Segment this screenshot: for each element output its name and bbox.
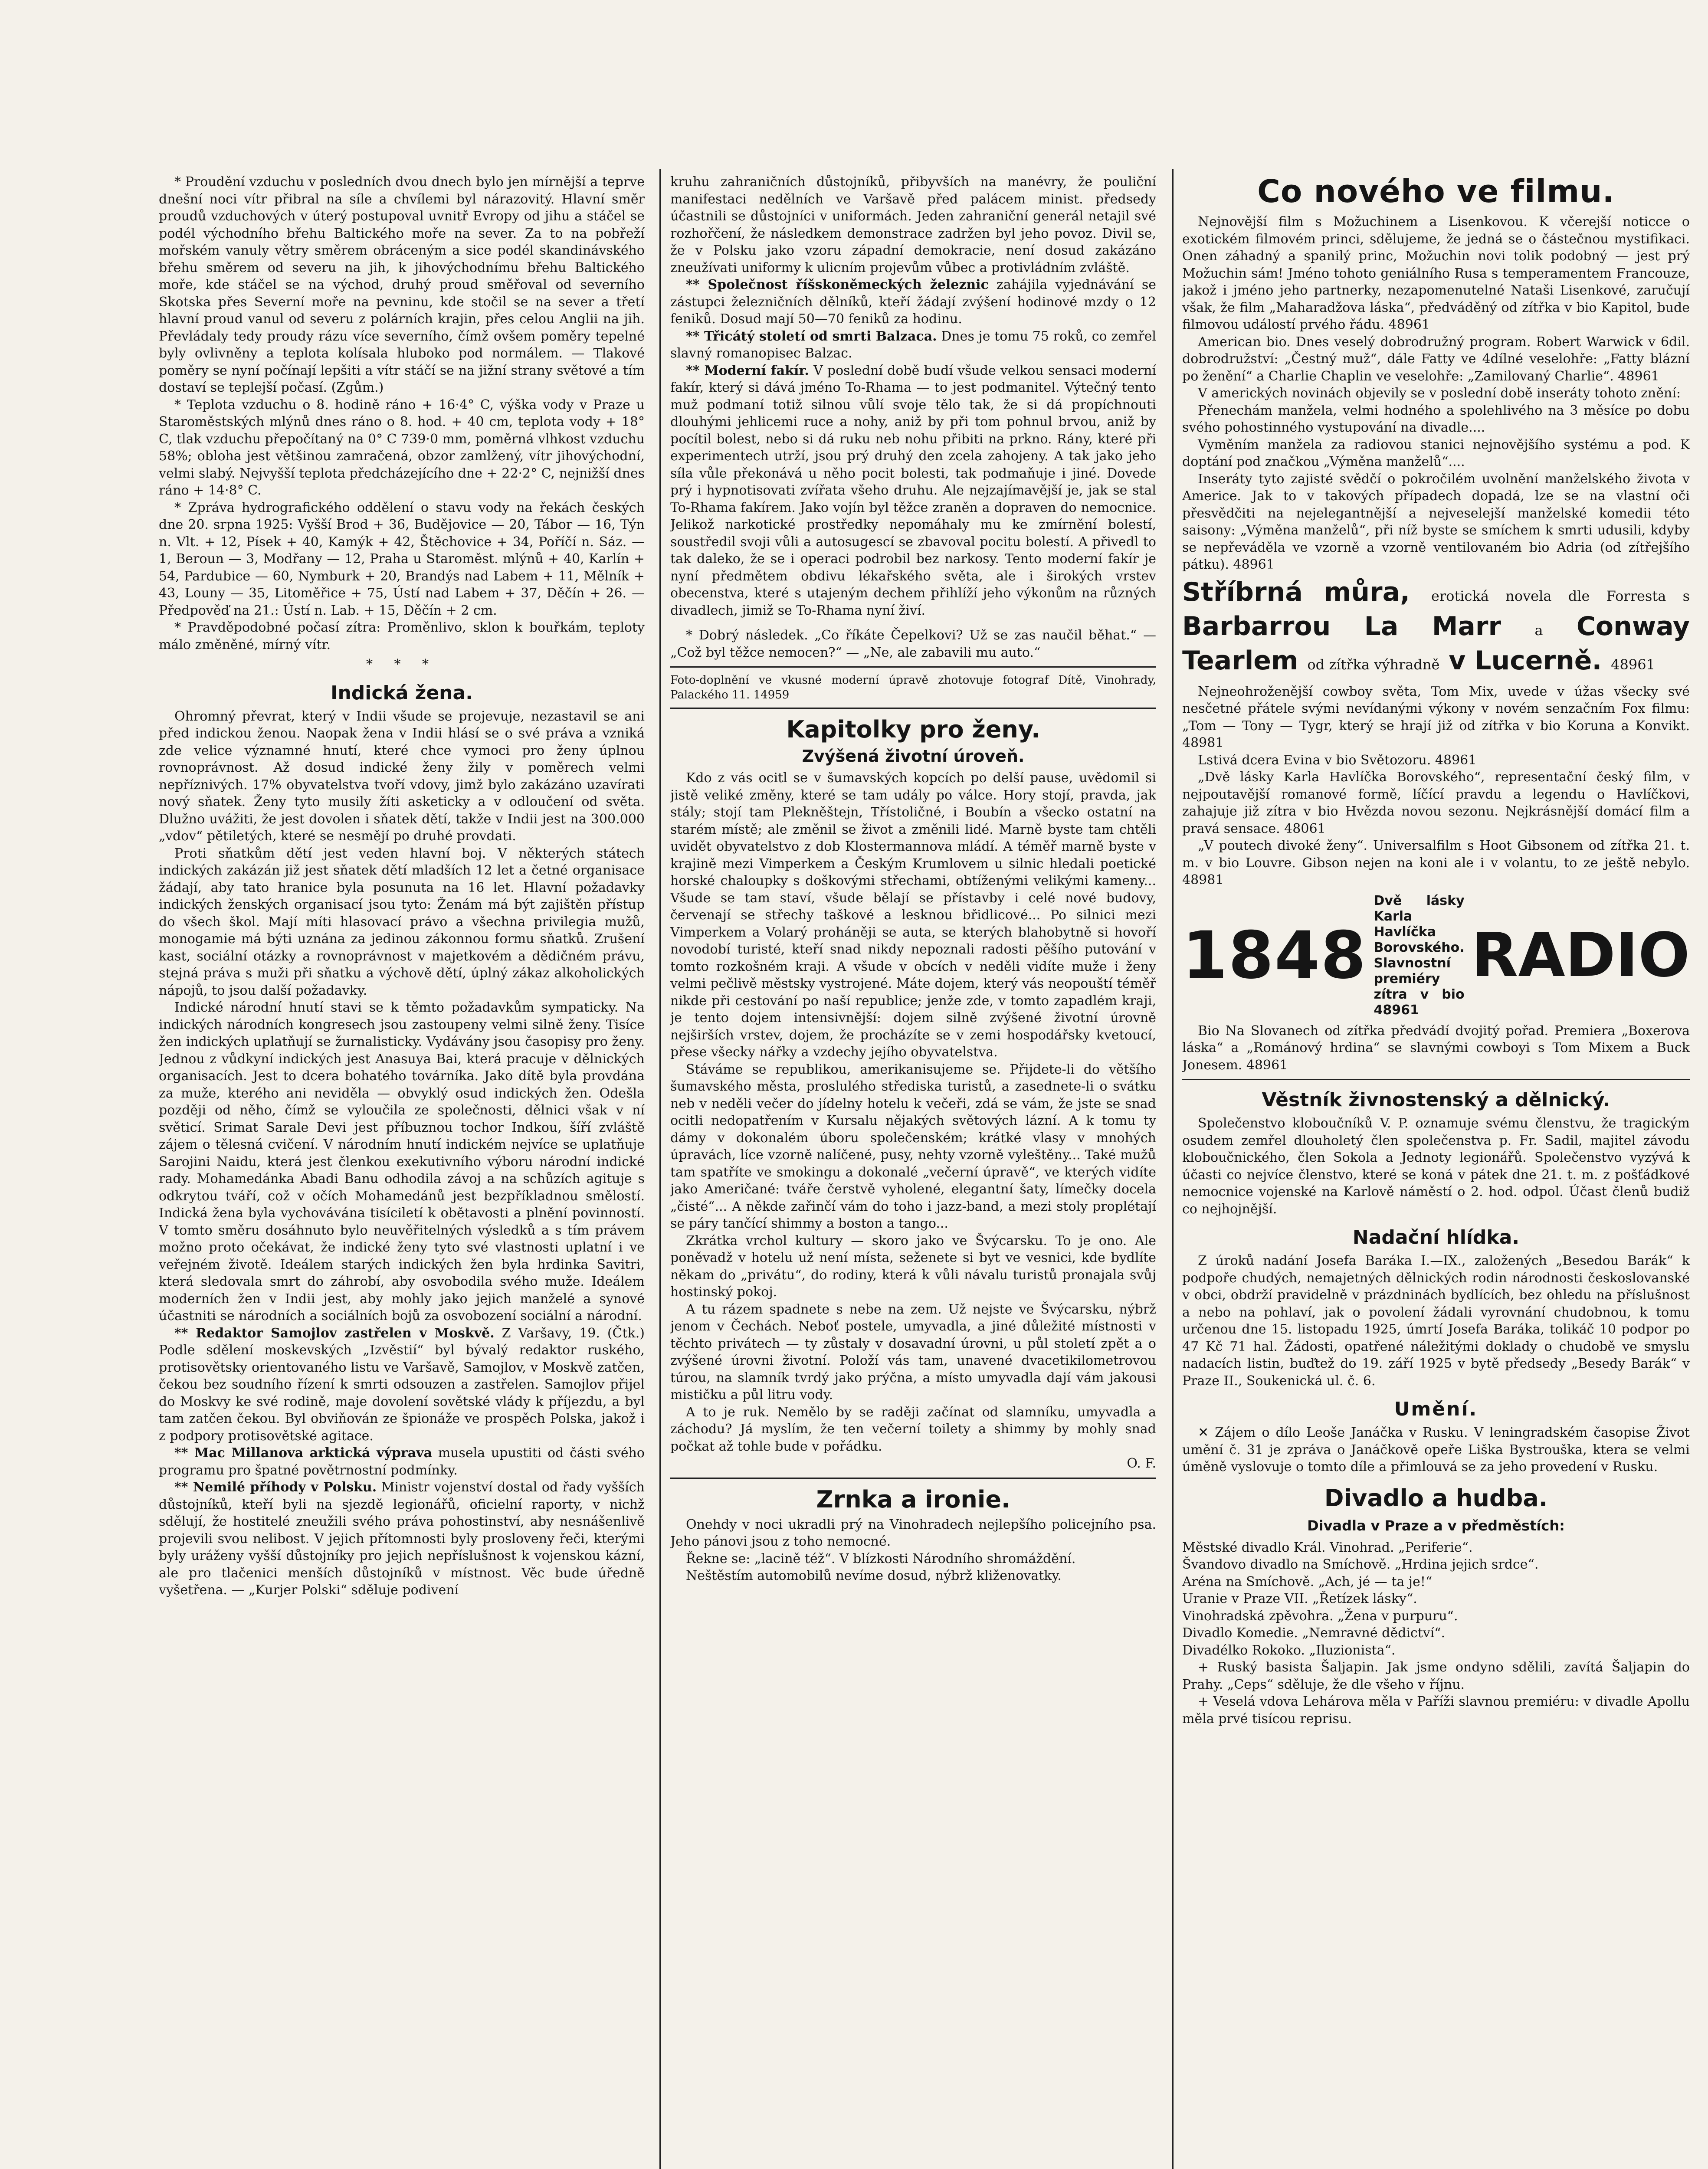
article-paragraph: Stáváme se republikou, amerikanisujeme se. Přijdete-li do většího šumavského města, proslulého střediska turistů, a zasednete-li o svátku neb v neděli večer do jídelny hotelu k večeři, zdá se vám, že jste se snad ocitli nedopatřením v Kursalu nějakých světových lázní. A k tomu ty dámy v dokonalém úboru společenském; krátké vlasy v mnohých úpravách, líce vzorně nalíčené, pusy, nehty vzorně vyleštěny... Také mužů tam spatříte ve smokingu a dokonalé „večerní úpravě“, ve kterých vidíte jako Američané: tváře čerstvě vyholené, elegantní šaty, límečky docela „čisté“... A někde zařinčí vám do toho i jazz-band, a mezi stoly proplétají se páry tančící shimmy a boston a tango...	[670, 1062, 1156, 1231]
news-title: ** Redaktor Samojlov zastřelen v Moskvě.	[174, 1325, 495, 1341]
ad-venue: v Lucerně.	[1449, 645, 1602, 676]
theatre-listing: Vinohradská zpěvohra. „Žena v purpuru“.	[1182, 1608, 1458, 1624]
theatre-news: + Veselá vdova Lehárova měla v Paříži slavnou premiéru: v divadle Apollu měla prvé tisícou reprisu.	[1182, 1694, 1690, 1727]
film-item: „V poutech divoké ženy“. Universalfilm s Hoot Gibsonem od zítřka 21. t. m. v bio Louvre. Gibson nejen na koni ale i v volantu, to ze ještě nebylo. 48981	[1182, 838, 1690, 888]
news-body: V poslední době budí všude velkou sensaci moderní fakír, který si dává jméno To-Rhama — to jest podmanitel. Výtečný tento muž podmaní totiž silnou vůlí svoje tělo tak, že si dá propíchnouti dlouhými jehlicemi ruce a nohy, aniž by při tom pohnul brvou, aniž by pocítil bolest, nebo si dá ruku neb nohu přibiti na prkno. Rány, které při experimentech utrží, jsou prý druhý den zcela zahojeny. A tak jako jeho síla vůle překonává u něho pocit bolesti, tak podmaňuje i jiné. Dovede prý i hypnotisovati zvířata všeho druhu. Ale nejzajímavější je, jak se stal To-Rhama fakírem. Jako vojín byl těžce zraněn a dopraven do nemocnice. Jelikož narkotické prostředky nepomáhaly mu ke zmírnění bolestí, soustředil svoji vůli a autosugescí se zbavoval pocitu bolestí. A přivedl to tak daleko, že se i operaci podrobil bez narkosy. Tento moderní fakír je nyní předmětem obdivu lékařského světa, ale i širokých vrstev obecenstva, které s utajeným dechem přihlíží jeho výkonům na různých divadlech, jimiž se To-Rhama nyní živí.	[670, 363, 1156, 618]
news-item-millan	[159, 1445, 645, 1479]
film-item: Inseráty tyto zajisté svědčí o pokročilém uvolnění manželského života v Americe. Jak to v takových případech dopadá, lze se na vlastní oči přesvědčiti na nejelegantnější a nejveselejší manželské komedii této saisony: „Výměna manželů“, při níž byste se smíchem k smrti udusili, kdyby se nepřeváděla ve vzorně a vzorně ventilovaném bio Adria (od zítřejšího pátku). 48961	[1182, 471, 1690, 572]
ad-premiere: Slavnostní premiéry zítra v bio	[1374, 955, 1465, 1002]
section-heading-women: Kapitolky pro ženy.	[786, 716, 1040, 743]
article-paragraph: Řekne se: „lacině též“. V blízkosti Národního shromáždění.	[686, 1551, 1076, 1566]
author-signature: O. F.	[1127, 1456, 1156, 1471]
column-middle	[670, 174, 1156, 2169]
film-item: American bio. Dnes veselý dobrodružný program. Robert Warwick v 6dil. dobrodružství: „Čestný muž“, dále Fatty ve 4dílné veselohře: „Fatty blázní po ženění“ a Charlie Chaplin ve veselohře: „Zamilovaný Charlie“. 48961	[1182, 334, 1690, 384]
film-item: Přenechám manžela, velmi hodného a spolehlivého na 3 měsíce po dobu svého pohostinného vystupování na divadle....	[1182, 403, 1690, 435]
column-rule	[1172, 169, 1174, 2169]
ad-radio: RADIO	[1471, 920, 1690, 991]
ad-text	[1374, 893, 1464, 1018]
column-rule	[659, 169, 661, 2169]
divider	[670, 1478, 1156, 1479]
ad-text: od zítřka výhradně	[1307, 656, 1440, 673]
article-paragraph: Z úroků nadání Josefa Baráka I.—IX., založených „Besedou Barák“ k podpoře chudých, nemajetných dělnických rodin národnosti českoslovanské v obci, obdrží pravidelně v prázdninách bydlících, bez ohledu na příslušnost a nebo na pohlaví, jak o povolení žádali vyrovnání chudobnou, k tomu určenou dne 15. listopadu 1925, úmrtí Josefa Baráka, tolikáč 10 podpor po 47 Kč 71 hal. Žádosti, opatřené náležitými doklady o chudobě ve smyslu nadacích listin, buďtež do 19. září 1925 v bytě předsedy „Besedy Barák“ v Praze II., Soukenická ul. č. 6.	[1182, 1253, 1690, 1389]
theatre-listing: Divadélko Rokoko. „Iluzionista“.	[1182, 1642, 1396, 1658]
weather-flow: * Proudění vzduchu v posledních dvou dnech bylo jen mírnější a teprve dnešní noci vítr přibral na síle a chvílemi byl nárazovitý. Hlavní směr proudů vzduchových v úterý postupoval uvnitř Evropy od jihu a stáčel se podél východního břehu Baltického moře na sever. Za to na pobřeží mořském vanuly větry směrem obráceným a sice podél skandinávského břehu směrem od severu na jih, k jihovýchodnímu břehu Baltického moře, kde stáčel se na východ, druhý proud směřoval od severního Skotska přes Severní moře na pevninu, kde stočil se na sever a třetí hlavní proud vanul od severu z polárních krajin, přes celou Anglii na jih. Převládaly tedy proudy rázu více severního, čímž ovšem poměry tepelné byly ovlivněny a teplota kolísala hluboko pod normálem. — Tlakové poměry se nyní počínají lepšiti a vítr stáčí se na jižní strany světové a tím dostaví se teplejší počasí. (Zgům.)	[159, 174, 645, 395]
section-heading-theatre: Divadlo a hudba.	[1324, 1484, 1548, 1512]
divider	[670, 666, 1156, 668]
article-paragraph: Kdo z vás ocitl se v šumavských kopcích po delší pause, uvědomil si jistě veliké změny, které se tam udály po válce. Hory stojí, pravda, jak stály; stojí tam Plekněštejn, Třístoličné, i Boubín a všecko ostatní na starém místě; ale změnil se život a změnili lidé. Marně byste tam chtěli uvidět obyvatelstvo z dob Klostermannova mládí. A téměř marně byste v krajině mezi Vimperkem a Českým Krumlovem u silnic hledali poetické horské chaloupky s doškovými střechami, obtíženými velikými kameny... Všude se tam staví, všude bělají se přístavby i celé nové budovy, červenají se střechy taškové a lesknou břidlicové... Po silnici mezi Vimperkem a Volarý proháněji se auta, se kterých blahobytně si hovoří novodobí turisté, kteří snad nikdy nepoznali radosti pěšího putování v tomto rozkošném kraji. A všude v obcích v neděli vidíte muže i ženy velmi pečlivě městsky vystrojené. Máte dojem, který vás neopouští téměř nikde při cestování po naší republice; jenže zde, v tomto zapadlém kraji, je tento dojem intensivnější: dojem silně zvýšené životní úrovně nejširších vrstev, dojem, že procházíte se v zemi hospodářsky kvetoucí, přese všecky nářky a vzdechy jejího obyvatelstva.	[670, 770, 1156, 1060]
article-paragraph: Indické národní hnutí stavi se k těmto požadavkům sympaticky. Na indických národních kongresech jsou zastoupeny velmi silně ženy. Tisíce žen indických uplatňují se žurnalisticky. Vydávány jsou časopisy pro ženy. Jednou z vůdkyní indických jest Anasuya Bai, která pracuje v dělnických organisacích. Jest to dcera bohatého továrníka. Jako dítě byla provdána za muže, kterého ani neviděla — obvyklý osud indických žen. Odešla později od něho, čímž se vyloučila ze společnosti, dělnici však v ní světicí. Srimat Sarale Devi jest příbuznou tochor Indkou, šíří zvláště zájem o tělesná cvičení. V národním hnutí indickém nejvíce se uplatňuje Sarojini Naidu, která jest členkou exekutivního výboru národní indické rady. Mohamedánka Abadi Banu odhodila závoj a na schůzích agituje s odkrytou tváří, což v očích Mohamedánů jest bezpříkladnou smělostí. Indická žena byla vychovávána tisíciletí k obětavosti a plnění povinností. V tomto směru dosáhnuto bylo neuvěřitelných výsledků a s tím právem možno proto očekávat, že indické ženy tyto své vlastnosti uplatní i ve veřejném životě. Ideálem starých indických žen byla hrdinka Savitri, která sledovala smrt do záhrobí, aby osvobodila svého muže. Ideálem moderních žen v Indii jest, aby mohly jako jejich manželé a synové účastniti se národních a sociálních bojů za osvobození sociální a národní.	[159, 1000, 645, 1324]
ad-actor: Conway Tearlem	[1182, 611, 1690, 676]
article-paragraph: ✕ Zájem o dílo Leoše Janáčka v Rusku. V leningradském časopise Život umění č. 31 je zpráva o Janáčkově opeře Liška Bystrouška, ktera se velmi úměně vyslovuje o tomto díle a přimlouvá se za jeho provedení v Rusku.	[1182, 1425, 1690, 1474]
news-body: Dnes je tomu 75 roků, co zemřel slavný romanopisec Balzac.	[670, 328, 1156, 361]
ad-number: 48961	[1374, 1002, 1419, 1018]
weather-water-report: * Zpráva hydrografického oddělení o stavu vody na řekách českých dne 20. srpna 1925: Vyšší Brod + 36, Budějovice — 20, Tábor — 16, Týn n. Vlt. + 12, Písek + 40, Kamýk + 42, Štěchovice + 34, Poříčí n. Sáz. — 1, Beroun — 3, Modřany — 12, Praha u Staroměst. mlýnů + 40, Karlín + 54, Pardubice — 60, Nymburk + 20, Brandýs nad Labem + 11, Mělník + 43, Louny — 35, Litoměřice + 75, Ústí nad Labem + 37, Děčín + 26. — Předpověď na 21.: Ústí n. Lab. + 15, Děčín + 2 cm.	[159, 500, 645, 618]
news-item-samojlov	[159, 1325, 645, 1445]
theatre-listing: Švandovo divadlo na Smíchově. „Hrdina jejich srdce“.	[1182, 1557, 1539, 1572]
article-paragraph: A tu rázem spadnete s nebe na zem. Už nejste ve Švýcarsku, nýbrž jenom v Čechách. Neboť postele, umyvadla, a jiné důležité místnosti v těchto privátech — ty zůstaly v dosavadní úrovni, u půl století zpět a o zvýšené úrovni životní. Položí vás tam, unavené dvacetikilometrovou túrou, na slamník tvrdý jako prýčna, a místo umyvadla dají vám jakousi mističku a půl litru vody.	[670, 1301, 1156, 1402]
news-item-poland	[159, 1479, 645, 1599]
news-body: musela upustiti od části svého programu pro špatné povětrnostní podmínky.	[159, 1445, 645, 1478]
section-heading-irony: Zrnka a ironie.	[816, 1485, 1010, 1513]
news-item-fakir	[670, 362, 1156, 619]
article-heading-india: Indická žena.	[331, 681, 473, 704]
ad-year: 1848	[1182, 917, 1367, 993]
film-item: Lstivá dcera Evina v bio Světozoru. 48961	[1198, 752, 1477, 768]
theatre-news: + Ruský basista Šaljapin. Jak jsme ondyno sdělili, zavítá Šaljapin do Prahy. „Ceps“ sděluje, že dle všeho v říjnu.	[1182, 1660, 1690, 1692]
article-paragraph: A to je ruk. Nemělo by se raději začínat od slamníku, umyvadla a záchodu? Já myslím, že ten večerní toilety a shimmy by mohly snad počkat až tohle bude v pořádku.	[670, 1404, 1156, 1454]
news-body: Z Varšavy, 19. (Čtk.) Podle sdělení moskevských „Izvěstií“ byl bývalý redaktor ruského, protisovětsky orientovaného listu ve Varšavě, Samojlov, v Moskvě zatčen, čekou bez soudního řízení k smrti odsouzen a zastřelen. Samojlov přijel do Moskvy ke své rodině, maje dovolení sovětské vlády k příjezdu, a byl tam zatčen čekou. Byl obviňován ze špionáže ve prospěch Polska, jakož i z podpory protisovětské agitace.	[159, 1325, 645, 1444]
film-item: Nejneohroženější cowboy světa, Tom Mix, uvede v úžas všecky své nesčetné přátele svými nevídanými výkony v novém senzačním Fox filmu: „Tom — Tony — Tygr, který se hrají již od zítřka v bio Koruna a Konvikt. 48981	[1182, 684, 1690, 750]
theatre-listing: Městské divadlo Král. Vinohrad. „Periferie“.	[1182, 1540, 1473, 1555]
news-title: ** Nemilé příhody v Polsku.	[174, 1480, 377, 1495]
column-right	[1182, 174, 1690, 2169]
news-body: zahájila vyjednávání se zástupci železničních dělníků, kteří žádají zvýšení hodinové mzdy o 12 feniků. Dosud mají 50—70 feniků za hodinu.	[670, 277, 1156, 327]
weather-temperature: * Teplota vzduchu o 8. hodině ráno + 16·4° C, výška vody v Praze u Staroměstských mlýnů dnes ráno o 8. hod. + 40 cm, teplota vody + 18° C, tlak vzduchu přepočítaný na 0° C 739·0 mm, poměrná vlhkost vzduchu 58%; obloha jest většinou zamračená, obzor zamlžený, vítr jihovýchodní, velmi slabý. Nejvyšší teplota předcházejícího dne + 22·2° C, nejnižší dnes ráno + 14·8° C.	[159, 397, 645, 498]
news-continuation: kruhu zahraničních důstojníků, přibyvších na manévry, že pouliční manifestaci nedělních ve Varšavě před palácem minist. předsedy účastnili se důstojníci v uniformách. Jeden zahraniční generál netajil své rozhořčení, že následkem demonstrace zadržen byl jeho povoz. Divil se, že v Polsku jako vzoru západní demokracie, není dosud zakázáno zneužívati uniformy k ulicním projevům vůbec a protivládním zvláště.	[670, 174, 1156, 275]
joke-item: * Dobrý následek. „Co říkáte Čepelkovi? Už se zas naučil běhat.“ — „Což byl těžce nemocen?“ — „Ne, ale zabavili mu auto.“	[670, 628, 1156, 660]
photo-ad: Foto-doplnění ve vkusné moderní úpravě zhotovuje fotograf Dítě, Vinohrady, Palackého 11. 14959	[670, 674, 1156, 701]
section-heading-art: Umění.	[1394, 1398, 1478, 1420]
ad-actor: Barbarrou La Marr	[1182, 611, 1501, 642]
news-title: ** Moderní fakír.	[686, 363, 809, 378]
news-title: ** Třicátý století od smrti Balzaca.	[686, 328, 937, 344]
ad-title: Dvě lásky Karla Havlíčka Borovského.	[1374, 893, 1465, 955]
ad-title: Stříbrná můra,	[1182, 577, 1410, 607]
news-title: ** Společnost říšskoněmeckých železnic	[686, 277, 989, 292]
film-item: Vyměním manžela za radiovou stanici nejnovějšího systému a pod. K doptání pod značkou „Výměna manželů“....	[1182, 437, 1690, 469]
ad-text: erotická novela dle Forresta s	[1431, 587, 1690, 604]
article-paragraph: Neštěstím automobilů nevíme dosud, nýbrž kliženovatky.	[686, 1568, 1062, 1583]
film-ad-1848	[1182, 893, 1690, 1018]
section-subheading: Divadla v Praze a v předměstích:	[1307, 1517, 1565, 1534]
news-title: ** Mac Millanova arktická výprava	[174, 1445, 433, 1461]
column-left	[159, 174, 645, 2169]
article-paragraph: Společenstvo kloboučníků V. P. oznamuje svému členstvu, že tragickým osudem zemřel dlouholetý člen společenstva p. Fr. Sadil, majitel závodu kloboučnického, člen Sokola a Jednoty legionářů. Společenstvo vyzývá k účasti co nejvíce členstvo, které se koná v pátek dne 21. t. m. z pošťádkové nemocnice vojenské na Karlově náměstí o 2. hod. odpol. Účast členů budiž co nejhojnější.	[1182, 1116, 1690, 1217]
film-ad-stribrna-mura	[1182, 577, 1690, 680]
divider	[670, 708, 1156, 709]
news-item-balzac	[670, 328, 1156, 362]
section-subheading: Zvýšená životní úroveň.	[802, 747, 1025, 766]
ad-text: a	[1534, 622, 1543, 639]
film-item: Bio Na Slovanech od zítřka předvádí dvojitý pořad. Premiera „Boxerova láska“ a „Románový hrdina“ se slavnými cowboyi s Tom Mixem a Buck Jonesem. 48961	[1182, 1023, 1690, 1073]
article-paragraph: Onehdy v noci ukradli prý na Vinohradech nejlepšího policejního psa. Jeho pánovi jsou z toho nemocné.	[670, 1517, 1156, 1549]
section-heading-film: Co nového ve filmu.	[1257, 174, 1615, 210]
news-body: Ministr vojenství dostal od řady vyšších důstojníků, kteří byli na sjezdě legionářů, oficielní raporty, v nichž sdělují, že hostitelé zneužili svého práva pohostinství, aby nesnášenlivě projevili svou nelibost. V jejich přítomnosti byly prosloveny řeči, kterými byly uráženy vyšší důstojníky pro jejich nepříslušnost k vojenskou kázní, ale pro tlačenici menších důstojníků v místnost. Věc bude úředně vyšetřena. — „Kurjer Polski“ sděluje podivení	[159, 1480, 645, 1598]
theatre-listing: Divadlo Komedie. „Nemravné dědictví“.	[1182, 1625, 1446, 1641]
film-item: V amerických novinách objevily se v poslední době inseráty tohoto znění:	[1198, 386, 1681, 401]
section-heading-foundation: Nadační hlídka.	[1352, 1226, 1520, 1248]
film-item: Nejnovější film s Možuchinem a Lisenkovou. K včerejší noticce o exotickém filmovém princi, sdělujeme, že jedná se o částečnou mystifikaci. Onen záhadný a spanilý princ, Možuchin novi tolik podobný — jest prý Možuchin sám! Jméno tohoto geniálního Rusa s temperamentem Francouze, jakož i jméno jeho partnerky, nezapomenutelné Nataši Lisenkové, zaručují však, že film „Maharadžova láska“, předváděný od zítřka v bio Kapitol, bude filmovou událostí prvého řádu. 48961	[1182, 214, 1690, 332]
separator-stars: * * *	[366, 657, 438, 672]
divider	[1182, 1079, 1690, 1080]
article-paragraph: Ohromný převrat, který v Indii všude se projevuje, nezastavil se ani před indickou ženou. Naopak žena v Indii hlásí se o své práva a vzniká zde velice významné hnutí, které chce vymoci pro ženy úplnou rovnoprávnost. Až dosud indické ženy žily v poměrech velmi nepříznivých. 17% obyvatelstva tvoří vdovy, jimž bylo zakázáno uzavírati nový sňatek. Ženy tyto musily žíti asketicky a v odloučení od světa. Dlužno uvážiti, že jest dovolen i sňatek dětí, takže v Indii jest na 300.000 „vdov“ pětiletých, které se nesmějí po druhé provdati.	[159, 708, 645, 844]
film-item: „Dvě lásky Karla Havlíčka Borovského“, representační český film, v nejpoutavější romanové formě, líčící pravdu a legendu o Havlíčkovi, zahajuje již zítra v bio Hvězda novou sezonu. Nejkrásnější domácí film a pravá sensace. 48061	[1182, 770, 1690, 836]
article-paragraph: Proti sňatkům dětí jest veden hlavní boj. V některých státech indických zakázán již jest sňatek dětí mladších 12 let a četné organisace žádají, aby tato hranice byla posunuta na 16 let. Hlavní požadavky indických ženských organisací jsou tyto: Ženám má být zajištěn přístup do všech škol. Mají míti hlasovací právo a všechna privilegia mužů, monogamie má býti uznána za jedinou zákonnou formu sňatků. Zrušení kast, sociální otázky a rovnoprávnost v majetkovém a dědičném právu, stejná práva s muži při sňatku a výchově dětí, úplný zákaz alkoholických nápojů, to jsou další požadavky.	[159, 845, 645, 998]
theatre-listing: Aréna na Smíchově. „Ach, jé — ta je!“	[1182, 1574, 1433, 1589]
section-heading-trade: Věstník živnostenský a dělnický.	[1262, 1089, 1610, 1111]
article-paragraph: Zkrátka vrchol kultury — skoro jako ve Švýcarsku. To je ono. Ale poněvadž v hotelu už není místa, seženete si byt ve vesnici, kde bydlíte někam do „privátu“, do rodiny, která k vůli návalu turistů pronajala svůj hostinský pokoj.	[670, 1233, 1156, 1300]
theatre-listing: Uranie v Praze VII. „Řetízek lásky“.	[1182, 1591, 1417, 1606]
ad-number: 48961	[1611, 656, 1655, 673]
news-item-rail	[670, 276, 1156, 328]
weather-forecast: * Pravděpodobné počasí zítra: Proměnlivo, sklon k bouřkám, teploty málo změněné, mírný vítr.	[159, 620, 645, 652]
